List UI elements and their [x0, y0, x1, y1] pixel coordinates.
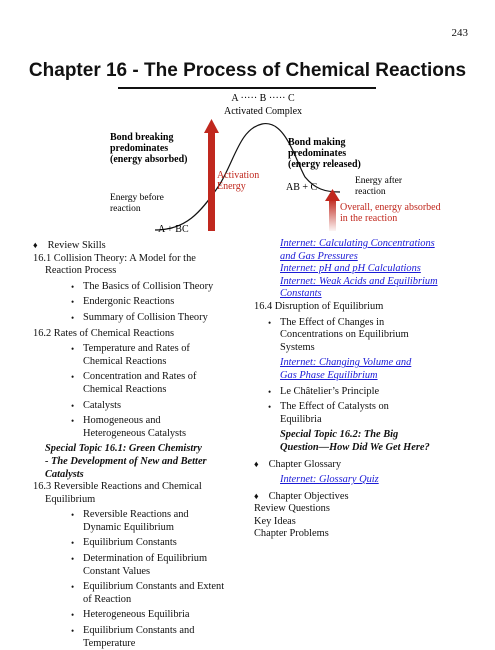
toc-bullet-item: • Equilibrium Constants and Extent: [71, 581, 225, 593]
energy-before-label: Energy before reaction: [110, 193, 164, 214]
toc-entry: ♦ Chapter Glossary: [254, 458, 342, 470]
bond-breaking-label: Bond breaking predominates (energy absorbed): [110, 132, 188, 165]
bullet-icon: •: [71, 538, 75, 549]
toc-section: Chapter Problems: [254, 528, 329, 540]
bullet-icon: •: [71, 344, 75, 355]
complex-label: Activated Complex: [223, 106, 303, 117]
toc-bullet-cont: Concentrations on Equilibrium: [280, 329, 409, 341]
overall-arrow-shaft: [329, 199, 336, 231]
bullet-icon: •: [268, 386, 272, 397]
toc-bullet-cont: Temperature: [83, 637, 136, 649]
toc-section: 16.1 Collision Theory: A Model for the: [33, 252, 196, 264]
products-label: AB + C: [286, 182, 318, 193]
reactants-label: A + BC: [158, 224, 189, 235]
toc-entry: ♦ Review Skills: [33, 240, 106, 251]
toc-bullet-cont: of Reaction: [83, 593, 132, 605]
bullet-icon: •: [71, 554, 75, 565]
internet-link[interactable]: Internet: Weak Acids and Equilibrium: [280, 275, 438, 287]
toc-bullet-item: • The Effect of Changes in: [268, 316, 385, 328]
special-topic: Question—How Did We Get Here?: [280, 441, 430, 453]
toc-bullet-item: • Concentration and Rates of: [71, 371, 197, 383]
toc-bullet-cont: Chemical Reactions: [83, 383, 167, 395]
toc-bullet-cont: Dynamic Equilibrium: [83, 521, 174, 533]
toc-section-cont: Equilibrium: [45, 493, 96, 505]
internet-link[interactable]: Gas Phase Equilibrium: [280, 369, 378, 381]
toc-section: Review Questions: [254, 503, 330, 515]
toc-left-column: [33, 239, 243, 650]
bullet-icon: •: [71, 281, 75, 292]
toc-bullet-item: • The Basics of Collision Theory: [71, 280, 214, 292]
toc-bullet-item: • Determination of Equilibrium: [71, 553, 208, 565]
activation-energy-label: Activation Energy: [217, 170, 260, 192]
internet-link[interactable]: and Gas Pressures: [280, 250, 358, 262]
toc-bullet-item: • Temperature and Rates of: [71, 343, 190, 355]
toc-bullet-item: • Reversible Reactions and: [71, 509, 189, 521]
toc-bullet-item: • Endergonic Reactions: [71, 296, 175, 308]
toc-bullet-item: • Catalysts: [71, 399, 122, 411]
bullet-icon: •: [268, 317, 272, 328]
toc-entry: ♦ Chapter Objectives: [254, 490, 349, 502]
toc-bullet-item: • Homogeneous and: [71, 415, 161, 427]
toc-section-cont: Reaction Process: [45, 265, 117, 277]
diamond-bullet-icon: ♦: [254, 490, 259, 501]
toc-section: Key Ideas: [254, 515, 296, 527]
bullet-icon: •: [71, 416, 75, 427]
chapter-title: Chapter 16 - The Process of Chemical Reactions: [28, 60, 467, 81]
diamond-bullet-icon: ♦: [33, 240, 38, 250]
activation-arrow-shaft: [208, 131, 215, 231]
bullet-icon: •: [71, 312, 75, 323]
bullet-icon: •: [71, 582, 75, 593]
bullet-icon: •: [71, 400, 75, 411]
toc-section: 16.3 Reversible Reactions and Chemical: [33, 481, 202, 493]
special-topic: - The Development of New and Better: [45, 455, 207, 467]
toc-bullet-item: • The Effect of Catalysts on: [268, 401, 389, 413]
complex-formula: A ····· B ····· C: [231, 93, 295, 104]
energy-after-label: Energy after reaction: [355, 176, 403, 197]
toc-bullet-cont: Systems: [280, 341, 315, 353]
energy-diagram: [100, 89, 441, 235]
toc-bullet-cont: Chemical Reactions: [83, 355, 167, 367]
overall-energy-label: Overall, energy absorbed in the reaction: [340, 202, 441, 224]
toc-bullet-item: • Summary of Collision Theory: [71, 311, 208, 323]
toc-bullet-cont: Heterogeneous Catalysts: [83, 427, 187, 439]
toc-section: 16.2 Rates of Chemical Reactions: [33, 327, 175, 339]
toc-right-column: [254, 238, 469, 541]
internet-link[interactable]: Internet: Calculating Concentrations: [280, 238, 435, 249]
toc-bullet-cont: Equilibria: [280, 413, 322, 425]
internet-link[interactable]: Internet: pH and pH Calculations: [280, 263, 421, 275]
toc-bullet-item: • Equilibrium Constants: [71, 537, 177, 549]
toc-bullet-item: • Heterogeneous Equilibria: [71, 609, 190, 621]
bond-making-label: Bond making predominates (energy released): [288, 137, 361, 170]
internet-link[interactable]: Constants: [280, 288, 322, 300]
bullet-icon: •: [268, 402, 272, 413]
diamond-bullet-icon: ♦: [254, 458, 259, 469]
special-topic: Catalysts: [45, 468, 84, 480]
activation-arrow-head: [204, 119, 219, 133]
toc-bullet-cont: Constant Values: [83, 565, 151, 577]
bullet-icon: •: [71, 610, 75, 621]
bullet-icon: •: [71, 297, 75, 308]
toc-section: 16.4 Disruption of Equilibrium: [254, 300, 384, 312]
bullet-icon: •: [71, 510, 75, 521]
toc-bullet-item: • Le Châtelier’s Principle: [268, 385, 380, 397]
internet-link[interactable]: Internet: Glossary Quiz: [280, 474, 379, 486]
internet-link[interactable]: Internet: Changing Volume and: [280, 357, 412, 369]
bullet-icon: •: [71, 626, 75, 637]
special-topic: Special Topic 16.2: The Big: [280, 429, 399, 441]
page-number: 243: [451, 27, 468, 39]
toc-bullet-item: • Equilibrium Constants and: [71, 625, 195, 637]
bullet-icon: •: [71, 372, 75, 383]
special-topic: Special Topic 16.1: Green Chemistry: [45, 443, 202, 455]
